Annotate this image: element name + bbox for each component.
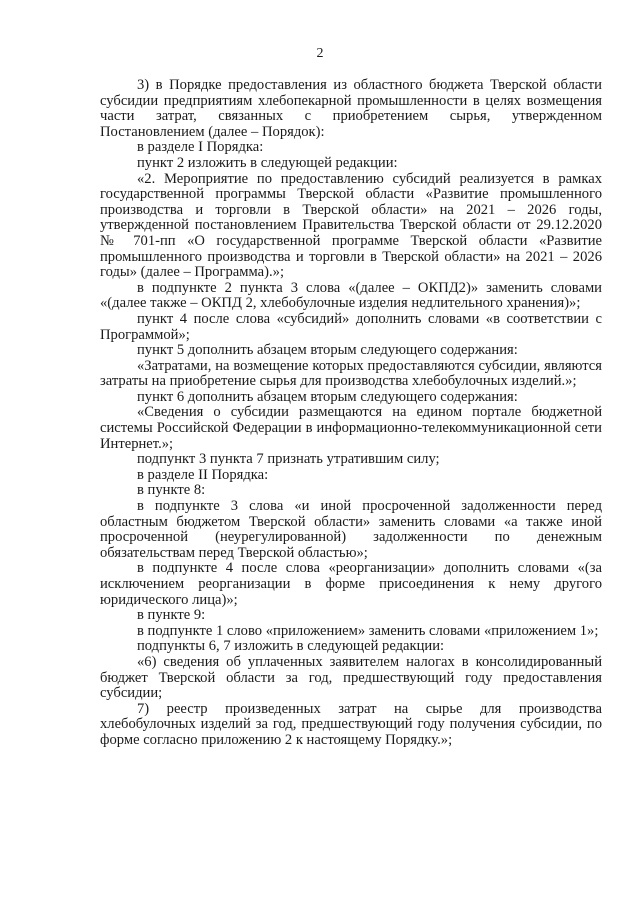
paragraph: «2. Мероприятие по предоставлению субсидий реализуется в рамках государственной программы Тверской области «Развитие промышленного производства и торговли в Тверской области» на 2021 – 2026 годы, утвержденной постановлением Правительства Тверской области от 29.12.2020 № 701-пп «О государственной программе Тверской области «Развитие промышленного производства и торговли в Тверской области» на 2021 – 2026 годы» (далее – Программа).»; <box>100 170 602 281</box>
paragraph: 3) в Порядке предоставления из областного бюджета Тверской области субсидии предприятиям хлебопекарной промышленности в целях возмещения части затрат, связанных с приобретением сырья, утвержденном Постановлением (далее – Порядок): <box>100 77 602 140</box>
paragraph: пункт 5 дополнить абзацем вторым следующего содержания: <box>137 342 518 359</box>
paragraph: пункт 6 дополнить абзацем вторым следующего содержания: <box>137 388 518 405</box>
paragraph: 7) реестр произведенных затрат на сырье для производства хлебобулочных изделий за год, предшествующий году получения субсидии, по форме согласно приложению 2 к настоящему Порядку.»; <box>100 700 602 748</box>
paragraph: в подпункте 3 слова «и иной просроченной задолженности перед областным бюджетом Тверской области» заменить словами «а также иной просроченной (неурегулированной) задолженности по денежным обязательствам перед Тверской областью»; <box>100 498 602 561</box>
document-body <box>100 78 602 749</box>
paragraph: в пункте 8: <box>137 482 206 499</box>
paragraph: в подпункте 2 пункта 3 слова «(далее – ОКПД2)» заменить словами «(далее также – ОКПД 2, хлебобулочные изделия недлительного хранения)»; <box>100 279 602 312</box>
paragraph: в подпункте 4 после слова «реорганизации» дополнить словами «(за исключением реорганизации в форме присоединения к нему другого юридического лица)»; <box>100 560 602 608</box>
paragraph: «6) сведения об уплаченных заявителем налогах в консолидированный бюджет Тверской области за год, предшествующий году предоставления субсидии; <box>100 653 602 702</box>
paragraph: в разделе II Порядка: <box>137 466 269 483</box>
page-number: 2 <box>316 46 324 61</box>
paragraph: пункт 2 изложить в следующей редакции: <box>137 154 398 171</box>
paragraph: в пункте 9: <box>137 607 206 624</box>
paragraph: в подпункте 1 слово «приложением» заменить словами «приложением 1»; <box>137 622 599 639</box>
paragraph: подпункт 3 пункта 7 признать утратившим силу; <box>137 451 440 468</box>
paragraph: «Сведения о субсидии размещаются на едином портале бюджетной системы Российской Федерации в информационно-телекоммуникационной сети Интернет.»; <box>100 404 602 452</box>
paragraph: пункт 4 после слова «субсидий» дополнить словами «в соответствии с Программой»; <box>100 310 602 343</box>
paragraph: подпункты 6, 7 изложить в следующей редакции: <box>137 638 445 655</box>
paragraph: «Затратами, на возмещение которых предоставляются субсидии, являются затраты на приобретение сырья для производства хлебобулочных изделий.»; <box>100 357 602 390</box>
paragraph: в разделе I Порядка: <box>137 139 264 156</box>
